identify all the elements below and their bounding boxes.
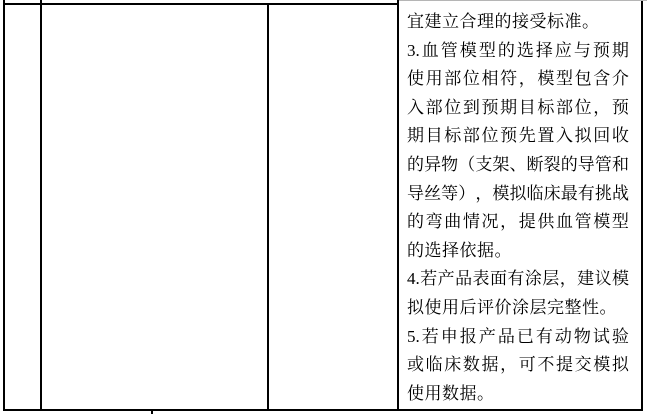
table-cell-col1-empty [5, 5, 40, 409]
text-line: 的 异 物 （ 支 架 、 断 裂 的 导 管 和 [407, 154, 629, 174]
table-border-left [3, 0, 5, 411]
text-line: 期 目 标 部 位 预 先 置 入 拟 回 收 [407, 126, 629, 146]
text-line: 或 临 床 数 据 ， 可 不 提 交 模 拟 [407, 355, 629, 375]
text-line: 使 用 部 位 相 符 ， 模 型 包 含 介 [407, 69, 629, 89]
text-line: 使用数据。 [407, 383, 495, 403]
column-divider-1 [40, 0, 42, 411]
text-line: 入 部 位 到 预 期 目 标 部 位 ， 预 [407, 97, 629, 117]
column-divider-3 [397, 0, 399, 411]
text-line: 的选择依据。 [407, 240, 512, 260]
text-line: 4. 若 产 品 表 面 有 涂 层 ， 建 议 模 [407, 269, 629, 289]
text-line: 导 丝 等 ） ， 模 拟 临 床 最 有 挑 战 [407, 183, 629, 203]
text-line: 3. 血 管 模 型 的 选 择 应 与 预 期 [407, 40, 629, 60]
row-divider-bottom [3, 409, 643, 411]
column-divider-2 [267, 3, 269, 411]
text-line: 5. 若 申 报 产 品 已 有 动 物 试 验 [407, 326, 629, 346]
text-line: 拟使用后评价涂层完整性。 [407, 297, 617, 317]
text-line: 宜建立合理的接受标准。 [407, 12, 600, 31]
table-cell-text [399, 5, 641, 411]
text-line: 的 弯 曲 情 况 ， 提 供 血 管 模 型 [407, 212, 629, 232]
crop-edge-line [399, 0, 647, 1]
table-border-right [641, 0, 643, 411]
table-cell-col2-empty [42, 5, 267, 409]
row-divider-top [3, 3, 399, 5]
table-cell-col3-empty [269, 5, 397, 409]
